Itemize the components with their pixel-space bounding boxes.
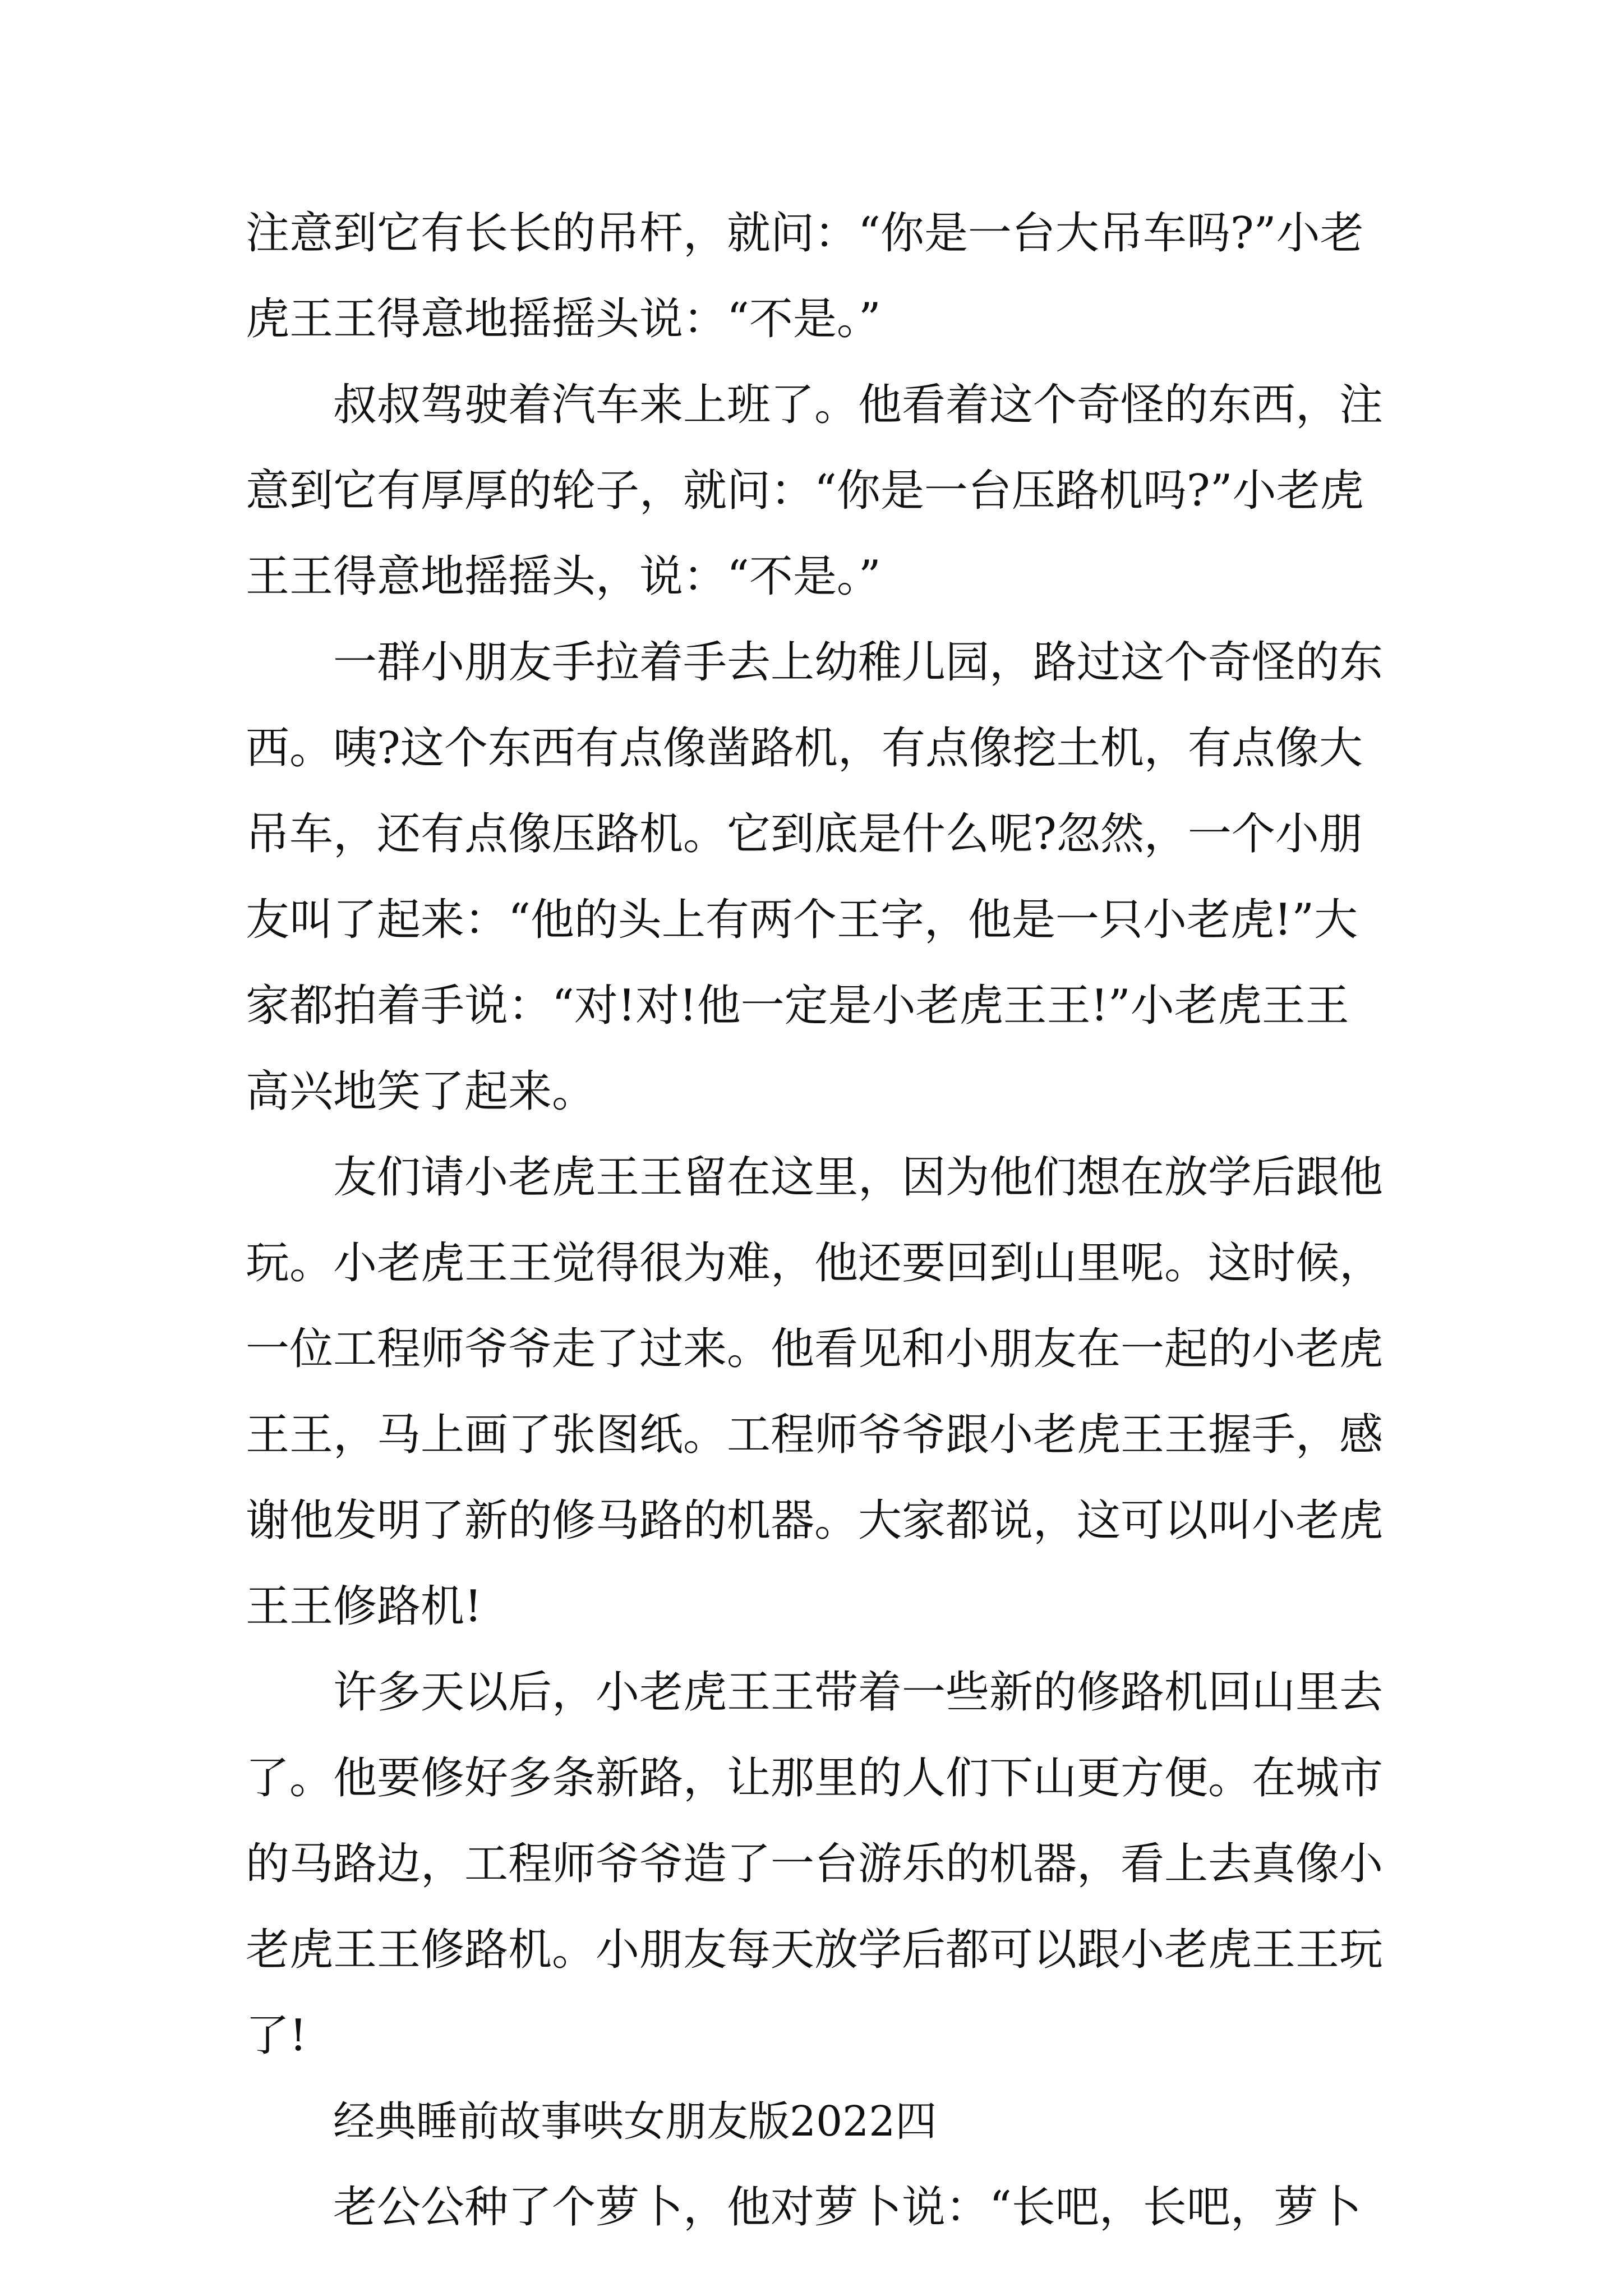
text-line: 意到它有厚厚的轮子，就问：“你是一台压路机吗?”小老虎 xyxy=(246,466,1364,516)
paragraph-first-line: 一群小朋友手拉着手去上幼稚儿园，路过这个奇怪的东 xyxy=(333,637,1384,688)
text-line: 注意到它有长长的吊杆，就问：“你是一台大吊车吗?”小老 xyxy=(246,208,1364,259)
text-line: 老虎王王修路机。小朋友每天放学后都可以跟小老虎王王玩 xyxy=(246,1925,1384,1975)
text-line: 了! xyxy=(246,2010,307,2061)
text-line: 一位工程师爷爷走了过来。他看见和小朋友在一起的小老虎 xyxy=(246,1324,1384,1374)
paragraph-first-line: 许多天以后，小老虎王王带着一些新的修路机回山里去 xyxy=(333,1667,1384,1718)
text-line: 虎王王得意地摇摇头说：“不是。” xyxy=(246,294,881,344)
paragraph-first-line: 叔叔驾驶着汽车来上班了。他看着这个奇怪的东西，注 xyxy=(333,380,1384,430)
text-line: 家都拍着手说：“对!对!他一定是小老虎王王!”小老虎王王 xyxy=(246,981,1349,1031)
text-line: 谢他发明了新的修马路的机器。大家都说，这可以叫小老虎 xyxy=(246,1496,1384,1546)
text-line: 王王，马上画了张图纸。工程师爷爷跟小老虎王王握手，感 xyxy=(246,1410,1384,1460)
text-line: 玩。小老虎王王觉得很为难，他还要回到山里呢。这时候， xyxy=(246,1238,1384,1289)
text-line: 的马路边，工程师爷爷造了一台游乐的机器，看上去真像小 xyxy=(246,1839,1384,1889)
section-heading: 经典睡前故事哄女朋友版2022四 xyxy=(333,2097,937,2146)
paragraph-first-line: 友们请小老虎王王留在这里，因为他们想在放学后跟他 xyxy=(333,1152,1384,1203)
text-line: 友叫了起来：“他的头上有两个王字，他是一只小老虎!”大 xyxy=(246,895,1358,945)
text-line: 吊车，还有点像压路机。它到底是什么呢?忽然，一个小朋 xyxy=(246,809,1363,859)
text-line: 王王修路机! xyxy=(246,1581,482,1632)
text-line: 了。他要修好多条新路，让那里的人们下山更方便。在城市 xyxy=(246,1753,1384,1803)
text-line: 高兴地笑了起来。 xyxy=(246,1066,596,1117)
paragraph-first-line: 老公公种了个萝卜，他对萝卜说：“长吧，长吧，萝卜 xyxy=(333,2182,1362,2233)
document-body xyxy=(246,191,1390,2251)
text-line: 王王得意地摇摇头，说：“不是。” xyxy=(246,551,881,602)
text-line: 西。咦?这个东西有点像凿路机，有点像挖土机，有点像大 xyxy=(246,723,1363,774)
